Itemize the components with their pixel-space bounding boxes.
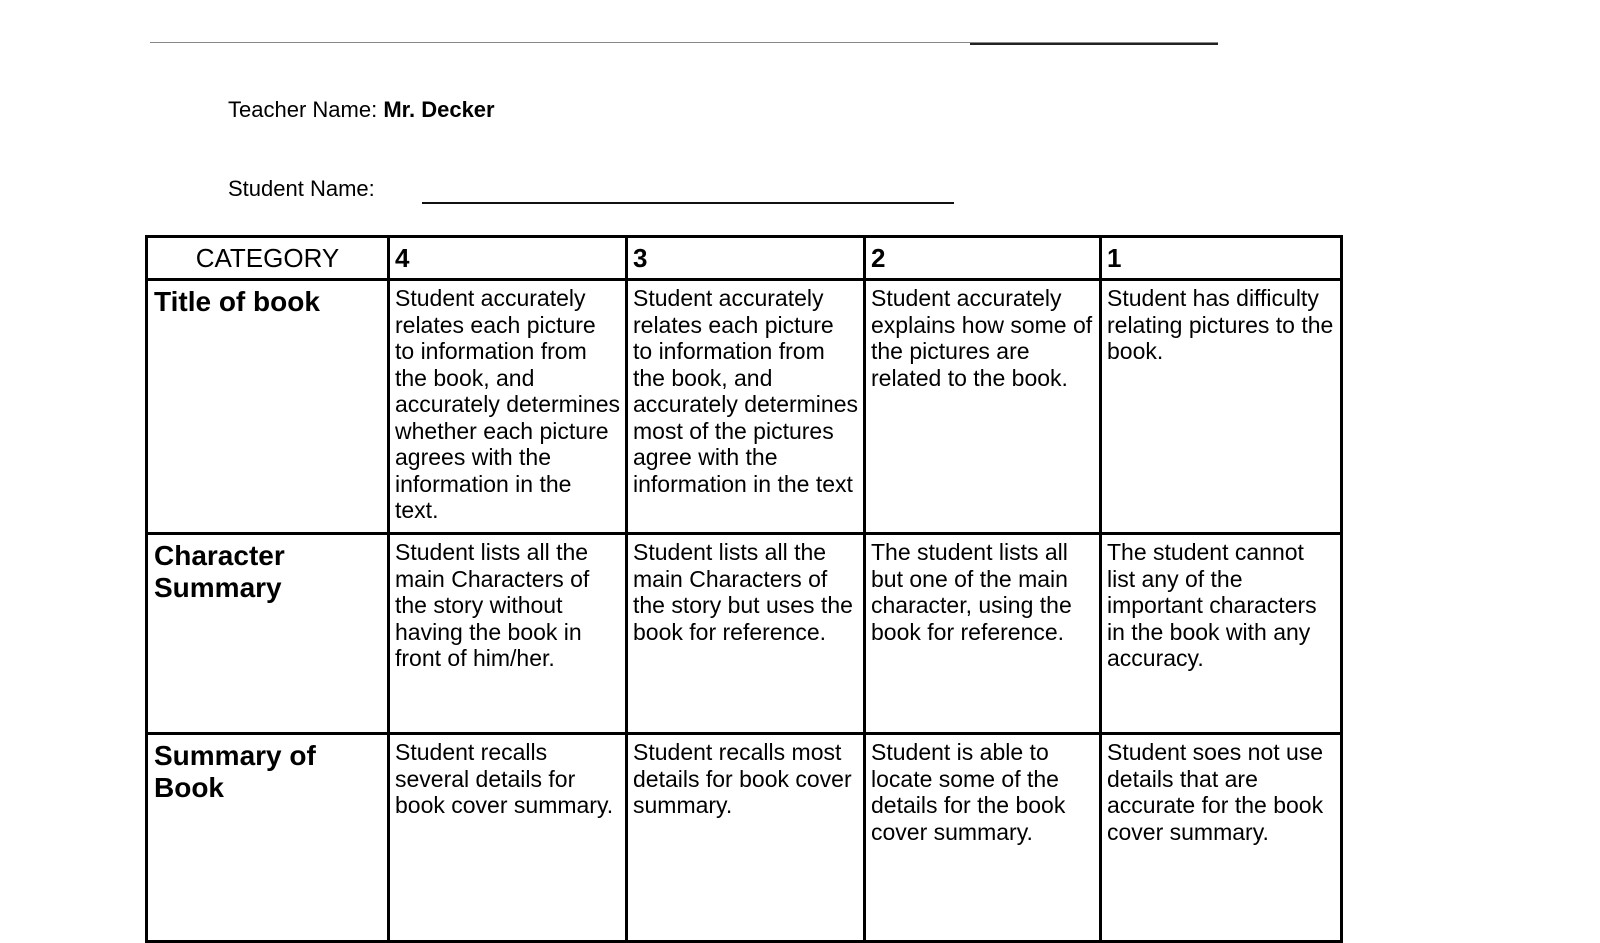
criteria-cell-score-1: Student has difficulty relating pictures to the book. <box>1101 280 1342 534</box>
rubric-row-character-summary <box>147 534 1342 734</box>
category-cell: Summary of Book <box>147 734 389 942</box>
column-header-score-3: 3 <box>627 237 865 280</box>
category-cell: Title of book <box>147 280 389 534</box>
criteria-cell-score-3: Student accurately relates each picture to information from the book, and accurately determines most of the pictures agree with the information in the text <box>627 280 865 534</box>
rubric-row-summary-of-book <box>147 734 1342 942</box>
criteria-cell-score-1: The student cannot list any of the important characters in the book with any accuracy. <box>1101 534 1342 734</box>
rubric-table <box>145 235 1343 943</box>
top-rule-dark-segment <box>970 43 1218 45</box>
criteria-cell-score-2: The student lists all but one of the main character, using the book for reference. <box>865 534 1101 734</box>
teacher-name-value: Mr. Decker <box>383 97 495 122</box>
criteria-cell-score-2: Student is able to locate some of the details for the book cover summary. <box>865 734 1101 942</box>
criteria-cell-score-2: Student accurately explains how some of the pictures are related to the book. <box>865 280 1101 534</box>
criteria-cell-score-4: Student recalls several details for book cover summary. <box>389 734 627 942</box>
student-name-label: Student Name: <box>228 176 375 201</box>
column-header-score-1: 1 <box>1101 237 1342 280</box>
column-header-score-2: 2 <box>865 237 1101 280</box>
criteria-cell-score-4: Student lists all the main Characters of the story without having the book in front of him/her. <box>389 534 627 734</box>
rubric-row-title-of-book <box>147 280 1342 534</box>
column-header-category: CATEGORY <box>147 237 389 280</box>
criteria-cell-score-3: Student recalls most details for book cover summary. <box>627 734 865 942</box>
column-header-score-4: 4 <box>389 237 627 280</box>
student-name-line <box>228 176 375 202</box>
rubric-header-row <box>147 237 1342 280</box>
teacher-name-label: Teacher Name: <box>228 97 378 122</box>
student-name-blank <box>422 202 954 204</box>
category-cell: Character Summary <box>147 534 389 734</box>
teacher-name-line <box>228 97 495 123</box>
criteria-cell-score-4: Student accurately relates each picture to information from the book, and accurately determines whether each picture agrees with the information in the text. <box>389 280 627 534</box>
criteria-cell-score-3: Student lists all the main Characters of the story but uses the book for reference. <box>627 534 865 734</box>
criteria-cell-score-1: Student soes not use details that are accurate for the book cover summary. <box>1101 734 1342 942</box>
